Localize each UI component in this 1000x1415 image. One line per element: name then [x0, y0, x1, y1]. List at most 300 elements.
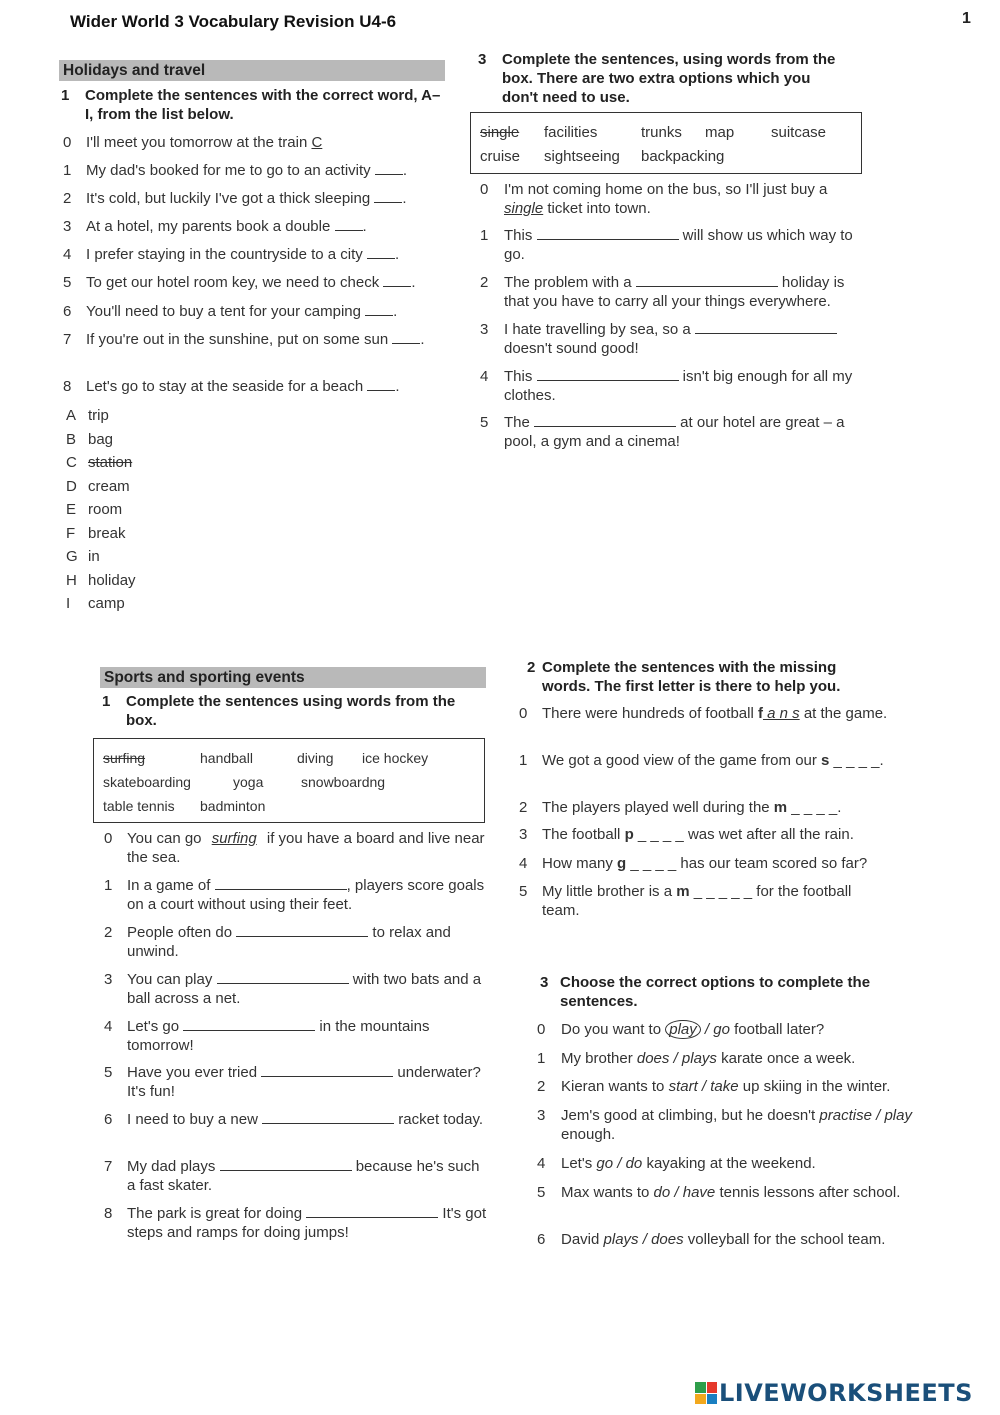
item-text [504, 273, 865, 311]
letter-gaps[interactable]: _ _ _ _ [626, 855, 677, 872]
option-word: bag [88, 430, 114, 448]
box-word: suitcase [771, 124, 827, 141]
sentence-start: The park is great for doing [127, 1205, 307, 1222]
item-text [86, 217, 433, 236]
exercise-item [480, 367, 865, 405]
sentence-end: underwater? It's fun! [127, 1064, 481, 1100]
sentence-start: Let's go [127, 1018, 184, 1035]
letter-gaps[interactable]: _ _ _ _ _ [689, 883, 753, 900]
sentence-start: To get our hotel room key, we need to check [86, 274, 384, 291]
sentence-start: At a hotel, my parents book a double [86, 218, 335, 235]
logo-text: LIVEWORKSHEETS [719, 1379, 973, 1407]
sports-section-heading: Sports and sporting events [100, 667, 486, 688]
page-number: 1 [962, 10, 971, 27]
item-text [86, 377, 433, 396]
exercise-item [537, 1106, 922, 1144]
option-item [66, 522, 136, 546]
option-b[interactable]: plays [681, 1050, 717, 1067]
item-text [504, 413, 865, 451]
sentence-end: . [402, 162, 408, 179]
item-number: 3 [519, 826, 528, 843]
sentence-start: I hate travelling by sea, so a [504, 321, 695, 338]
box-word: handball [200, 750, 253, 766]
option-letter: I [66, 595, 71, 612]
exercise-item [519, 798, 891, 817]
item-number: 7 [63, 331, 72, 348]
option-item [66, 475, 136, 499]
sentence-end: football later? [729, 1021, 825, 1038]
item-text [127, 923, 489, 961]
sentence-end: in the mountains tomorrow! [127, 1018, 430, 1054]
item-text [561, 1183, 922, 1202]
exercise-item [104, 1063, 489, 1101]
sentence-start: Jem's good at climbing, but he doesn't [561, 1107, 820, 1124]
item-number: 0 [537, 1021, 546, 1038]
ex3-word-box [470, 112, 862, 174]
sentence-start: I'll meet you tomorrow at the train [86, 134, 312, 151]
instruction-text: Complete the sentences, using words from the box. There are two extra options which you don't need to use. [502, 51, 836, 106]
item-number: 3 [63, 218, 72, 235]
exercise-item [519, 854, 891, 873]
sentence-end: if you have a board and live near the sea. [127, 830, 485, 866]
instruction-text: Complete the sentences with the correct word, A–I, from the list below. [85, 87, 441, 123]
box-word: diving [297, 750, 334, 766]
item-number: 0 [104, 830, 113, 847]
item-text [504, 226, 865, 264]
answer-blank[interactable] [383, 274, 411, 287]
sentence-start: There were hundreds of football [542, 705, 758, 722]
box-word: yoga [233, 774, 264, 790]
exercise-item [63, 273, 433, 292]
sentence-end: isn't big enough for all my clothes. [504, 368, 853, 404]
option-letter: B [66, 430, 77, 448]
option-item [66, 428, 136, 452]
sentence-start: The problem with a [504, 274, 636, 291]
sentence-start: David [561, 1231, 604, 1248]
ex3b-instruction [540, 973, 910, 1011]
instruction-text: Complete the sentences with the missing words. The first letter is there to help you. [542, 659, 841, 695]
exercise-item [537, 1183, 922, 1202]
option-b[interactable]: take [710, 1078, 739, 1095]
item-text [127, 1110, 489, 1129]
item-number: 6 [63, 303, 72, 320]
option-a[interactable]: do [653, 1184, 671, 1201]
instruction-number: 3 [540, 974, 549, 991]
sentence-end: . [402, 190, 407, 207]
sentence-end: . [393, 303, 398, 320]
box-word: surfing [103, 750, 146, 766]
option-item [66, 498, 136, 522]
option-letter: A [66, 407, 77, 424]
exercise-item [537, 1077, 922, 1096]
box-word: map [705, 124, 735, 141]
option-word: room [88, 501, 123, 518]
item-number: 4 [104, 1018, 113, 1035]
option-letter: C [66, 454, 77, 471]
sentence-start: We got a good view of the game from our [542, 752, 822, 769]
item-number: 3 [537, 1107, 546, 1124]
item-number: 1 [519, 752, 528, 769]
exercise-item [519, 751, 891, 770]
option-item [66, 451, 136, 475]
item-text [542, 704, 891, 723]
liveworksheets-logo [695, 1380, 973, 1406]
exercise-item [104, 1204, 489, 1242]
answer-example: single [504, 200, 544, 217]
item-text [86, 302, 433, 321]
item-number: 0 [63, 134, 72, 151]
instruction-number: 2 [527, 659, 536, 676]
sentence-end: at the game. [799, 705, 888, 722]
exercise-item [63, 189, 433, 208]
sentence-end: holiday is that you have to carry all your things everywhere. [504, 274, 845, 310]
sentence-start: This [504, 227, 537, 244]
sentence-start: People often do [127, 924, 237, 941]
item-number: 6 [104, 1111, 113, 1128]
exercise-item [63, 377, 433, 396]
sentence-end: with two bats and a ball across a net. [127, 971, 482, 1007]
item-text [86, 133, 433, 152]
exercise-item [63, 330, 433, 349]
exercise-item [104, 1157, 489, 1195]
sentence-start: If you're out in the sunshine, put on some sun [86, 331, 393, 348]
item-number: 5 [63, 274, 72, 291]
sentence-start: My brother [561, 1050, 637, 1067]
item-text [561, 1077, 922, 1096]
sentence-start: You can play [127, 971, 217, 988]
sentence-start: I need to buy a new [127, 1111, 263, 1128]
answer-blank[interactable] [215, 877, 347, 890]
instruction-number: 3 [478, 51, 487, 68]
option-word: cream [88, 477, 130, 495]
sentence-start: Max wants to [561, 1184, 654, 1201]
item-text [127, 970, 489, 1008]
exercise-item [104, 970, 489, 1008]
sentence-end: will show us which way to go. [504, 227, 853, 263]
box-word: backpacking [641, 148, 725, 165]
option-separator: / [697, 1078, 711, 1095]
exercise-item [63, 302, 433, 321]
option-item [66, 404, 136, 428]
item-number: 3 [104, 971, 113, 988]
option-a[interactable]: go [596, 1155, 614, 1172]
item-number: 1 [104, 877, 113, 894]
option-b[interactable]: does [651, 1231, 684, 1248]
sentence-end: . [362, 218, 367, 235]
option-word: trip [88, 407, 109, 424]
answer-example: C [311, 134, 323, 151]
item-number: 8 [63, 378, 72, 395]
sentence-start: You can go [127, 830, 206, 847]
option-separator: / [871, 1107, 885, 1124]
letter-gaps[interactable]: _ _ _ _ [829, 752, 880, 769]
item-text [86, 273, 433, 292]
first-letter: m [773, 799, 788, 816]
options-list [66, 404, 136, 616]
box-word: skateboarding [103, 774, 191, 790]
sentence-start: The football [542, 826, 625, 843]
item-text [542, 751, 891, 770]
exercise-item [537, 1154, 922, 1173]
answer-blank[interactable] [262, 1111, 394, 1124]
item-number: 1 [480, 227, 489, 244]
sentence-end: enough. [561, 1126, 616, 1143]
item-text [542, 798, 891, 817]
item-number: 4 [537, 1155, 546, 1172]
sentence-end: tennis lessons after school. [715, 1184, 901, 1201]
exercise-item [480, 273, 865, 311]
item-number: 6 [537, 1231, 546, 1248]
item-number: 0 [519, 705, 528, 722]
item-text [561, 1230, 922, 1249]
item-text [127, 1063, 489, 1101]
sentence-end: has our team scored so far? [676, 855, 868, 872]
option-letter: G [66, 548, 78, 565]
answer-blank[interactable] [537, 368, 679, 381]
sentence-start: It's cold, but luckily I've got a thick sleeping [86, 190, 375, 207]
item-text [504, 180, 865, 218]
item-text [561, 1106, 922, 1144]
item-number: 4 [63, 246, 72, 263]
document-title: Wider World 3 Vocabulary Revision U4-6 [70, 12, 397, 31]
logo-square [695, 1382, 706, 1393]
answer-example: surfing [211, 830, 257, 847]
answer-blank[interactable] [183, 1018, 315, 1031]
option-item [66, 569, 136, 593]
answer-blank[interactable] [367, 378, 395, 391]
item-number: 4 [519, 855, 528, 872]
sentence-end: . [420, 331, 425, 348]
box-word: ice hockey [362, 750, 429, 766]
option-word: camp [88, 595, 125, 612]
item-number: 7 [104, 1158, 113, 1175]
item-number: 0 [480, 181, 489, 198]
holidays-section-heading: Holidays and travel [59, 60, 445, 81]
item-text [127, 876, 489, 914]
logo-square [707, 1382, 718, 1393]
answer-blank[interactable] [374, 190, 402, 203]
box-word: snowboardng [301, 774, 386, 790]
ex2b-instruction [527, 658, 872, 696]
liveworksheets-logo-mark [695, 1382, 717, 1404]
exercise-item [104, 1017, 489, 1055]
sentence-end: . [837, 799, 842, 816]
item-text [561, 1020, 922, 1039]
box-word: single [480, 124, 520, 141]
option-item [66, 592, 136, 616]
sentence-end: racket today. [394, 1111, 484, 1128]
item-text [542, 825, 891, 844]
answer-blank[interactable] [534, 414, 676, 427]
box-word: trunks [641, 124, 682, 141]
answer-blank[interactable] [636, 274, 778, 287]
sentence-end: kayaking at the weekend. [642, 1155, 816, 1172]
sentence-end: ticket into town. [543, 200, 651, 217]
letter-gaps[interactable]: a n s [762, 705, 800, 722]
exercise-item [537, 1230, 922, 1249]
item-text [127, 829, 489, 867]
exercise-item [480, 226, 865, 264]
item-number: 5 [104, 1064, 113, 1081]
box-word: facilities [544, 124, 598, 141]
sentence-start: My little brother is a [542, 883, 677, 900]
item-number: 2 [537, 1078, 546, 1095]
exercise-item [63, 245, 433, 264]
option-a[interactable]: does [636, 1050, 670, 1067]
sentence-start: Let's [561, 1155, 597, 1172]
answer-blank[interactable] [236, 924, 368, 937]
option-letter: D [66, 477, 77, 495]
answer-blank[interactable] [375, 162, 403, 175]
option-separator: / [669, 1050, 682, 1067]
sentence-end: for the football team. [542, 883, 852, 919]
item-number: 8 [104, 1205, 113, 1222]
sentence-start: Do you want to [561, 1021, 666, 1038]
option-word: station [88, 454, 133, 471]
item-text [542, 882, 891, 920]
first-letter: p [624, 826, 634, 843]
sentence-end: to relax and unwind. [127, 924, 451, 960]
instruction-number: 1 [61, 87, 70, 104]
option-item [66, 545, 136, 569]
item-text [504, 367, 865, 405]
sentence-end: It's got steps and ramps for doing jumps! [127, 1205, 487, 1241]
logo-square [695, 1394, 706, 1405]
option-b[interactable]: go [713, 1021, 730, 1038]
option-letter: H [66, 571, 77, 589]
item-text [127, 1157, 489, 1195]
exercise-item [104, 1110, 489, 1129]
exercise-item [480, 413, 865, 451]
sentence-start: I'm not coming home on the bus, so I'll just buy a [504, 181, 828, 198]
sentence-start: I prefer staying in the countryside to a city [86, 246, 367, 263]
sentence-start: My dad's booked for me to go to an activity [86, 162, 375, 179]
sports-word-box [93, 738, 485, 823]
sentence-start: In a game of [127, 877, 215, 894]
instruction-text: Complete the sentences using words from the box. [126, 693, 456, 729]
exercise-item [480, 180, 865, 218]
option-b[interactable]: have [682, 1184, 716, 1201]
item-text [127, 1204, 489, 1242]
sentence-start: You'll need to buy a tent for your camping [86, 303, 366, 320]
item-number: 2 [63, 190, 72, 207]
ex3-instruction [478, 50, 838, 107]
sentence-start: The players played well during the [542, 799, 774, 816]
answer-blank[interactable] [537, 227, 679, 240]
answer-blank[interactable] [335, 218, 363, 231]
option-word: holiday [88, 571, 136, 589]
answer-blank[interactable] [261, 1064, 393, 1077]
exercise-item [63, 161, 433, 180]
sentence-start: The [504, 414, 535, 431]
sentence-end: doesn't sound good! [504, 340, 639, 357]
option-a[interactable]: play [665, 1020, 701, 1039]
item-text [127, 1017, 489, 1055]
letter-gaps[interactable]: _ _ _ _ [787, 799, 838, 816]
answer-blank[interactable] [220, 1158, 352, 1171]
item-text [86, 245, 433, 264]
answer-blank[interactable] [217, 971, 349, 984]
logo-square [707, 1394, 718, 1405]
option-a[interactable]: practise [819, 1107, 872, 1124]
first-letter: g [617, 855, 627, 872]
exercise-item [104, 876, 489, 914]
item-text [86, 161, 433, 180]
sentence-end: , players score goals on a court without using their feet. [127, 877, 485, 913]
option-separator: / [638, 1231, 652, 1248]
letter-gaps[interactable]: _ _ _ _ [633, 826, 684, 843]
box-word: badminton [200, 798, 266, 814]
item-number: 2 [104, 924, 113, 941]
sentence-start: My dad plays [127, 1158, 220, 1175]
exercise-item [63, 217, 433, 236]
exercise-item [480, 320, 865, 358]
box-word: table tennis [103, 798, 175, 814]
sentence-end: was wet after all the rain. [683, 826, 854, 843]
item-number: 2 [480, 274, 489, 291]
sentence-end: volleyball for the school team. [683, 1231, 886, 1248]
answer-blank[interactable] [306, 1205, 438, 1218]
exercise-item [104, 829, 489, 867]
sentence-end: . [411, 274, 416, 291]
option-b[interactable]: do [625, 1155, 643, 1172]
exercise-item [519, 704, 891, 723]
option-b[interactable]: play [884, 1107, 912, 1124]
first-letter: s [821, 752, 830, 769]
sentence-end: karate once a week. [716, 1050, 856, 1067]
instruction-number: 1 [102, 693, 111, 710]
exercise-item [63, 133, 433, 152]
sentence-end: . [879, 752, 884, 769]
sentence-end: . [395, 378, 400, 395]
answer-blank[interactable] [365, 303, 393, 316]
item-text [542, 854, 891, 873]
option-letter: E [66, 501, 77, 518]
item-number: 3 [480, 321, 489, 338]
item-text [561, 1049, 922, 1068]
sentence-end: up skiing in the winter. [738, 1078, 891, 1095]
item-text [504, 320, 865, 358]
item-number: 1 [537, 1050, 546, 1067]
answer-blank[interactable] [392, 331, 420, 344]
box-word: sightseeing [544, 148, 620, 165]
first-letter: m [676, 883, 690, 900]
exercise-item [519, 882, 891, 920]
first-letter: f [757, 705, 763, 722]
option-a[interactable]: start [668, 1078, 698, 1095]
exercise-item [537, 1020, 922, 1039]
item-text [561, 1154, 922, 1173]
item-number: 5 [519, 883, 528, 900]
item-text [86, 189, 433, 208]
exercise-item [519, 825, 891, 844]
item-number: 5 [480, 414, 489, 431]
holidays-instruction [61, 86, 446, 124]
sentence-end: . [394, 246, 400, 263]
item-number: 4 [480, 368, 489, 385]
sentence-start: Kieran wants to [561, 1078, 669, 1095]
answer-blank[interactable] [695, 321, 837, 334]
option-separator: / [670, 1184, 683, 1201]
option-a[interactable]: plays [603, 1231, 639, 1248]
sentence-start: Have you ever tried [127, 1064, 262, 1081]
sentence-start: Let's go to stay at the seaside for a beach [86, 378, 368, 395]
instruction-text: Choose the correct options to complete the sentences. [560, 974, 871, 1010]
item-text [86, 330, 433, 349]
answer-blank[interactable] [367, 246, 395, 259]
exercise-item [104, 923, 489, 961]
option-word: in [88, 548, 100, 565]
